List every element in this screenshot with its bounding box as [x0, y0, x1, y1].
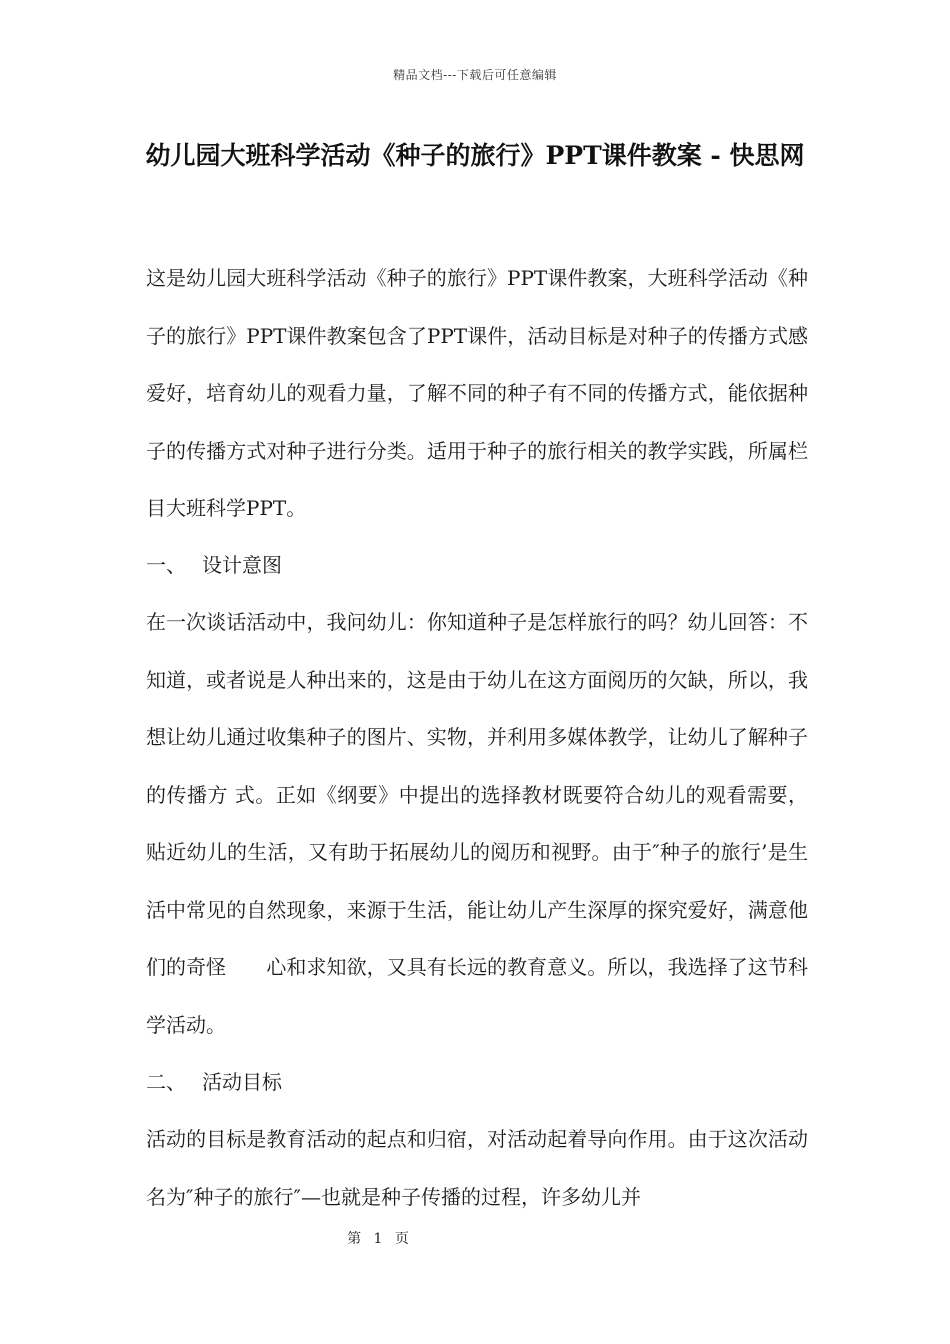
section-heading-text: 设计意图 — [202, 553, 282, 577]
section-heading-2 — [146, 1054, 808, 1112]
intro-text: 这是幼儿园大班科学活动《种子的旅行》PPT课件教案，大班科学活动《种子的旅行》PPT课件教案包含了PPT课件，活动目标是对种子的传播方式感爱好，培育幼儿的观看力量，了解不同的种子有不同的传播方式，能依据种子的传播方式对种子进行分类。适用于种子的旅行相关的教学实践，所属栏目大班科学PPT。 — [146, 266, 808, 520]
section-heading-1 — [146, 537, 808, 595]
section-number: 一、 — [146, 553, 186, 577]
document-title: 幼儿园大班科学活动《种子的旅行》PPT课件教案 - 快思网 — [145, 141, 805, 170]
section-heading-text: 活动目标 — [202, 1070, 282, 1094]
page-number: 第 1 页 — [347, 1231, 413, 1247]
section-number: 二、 — [146, 1070, 186, 1094]
section-paragraph-1 — [146, 594, 808, 1054]
page-header: 精品文档---下载后可任意编辑 — [393, 68, 557, 82]
section-paragraph-2 — [146, 1111, 808, 1226]
section-text: 在一次谈话活动中，我问幼儿：你知道种子是怎样旅行的吗？幼儿回答：不知道，或者说是人种出来的，这是由于幼儿在这方面阅历的欠缺，所以，我想让幼儿通过收集种子的图片、实物，并利用多媒体教学，让幼儿了解种子的传播方 式。正如《纲要》中提出的选择教材既要符合幼儿的观看需要，贴近幼儿的生活，又有助于拓展幼儿的阅历和视野。由于″种子的旅行’是生活中常见的自然现象，来源于生活，能让幼儿产生深厚的探究爱好，满意他们的奇怪 心和求知欲，又具有长远的教育意义。所以，我选择了这节科学活动。 — [146, 610, 808, 1037]
section-text: 活动的目标是教育活动的起点和归宿，对活动起着导向作用。由于这次活动名为″种子的旅行″—也就是种子传播的过程，许多幼儿并 — [146, 1127, 808, 1209]
intro-paragraph — [146, 250, 808, 538]
